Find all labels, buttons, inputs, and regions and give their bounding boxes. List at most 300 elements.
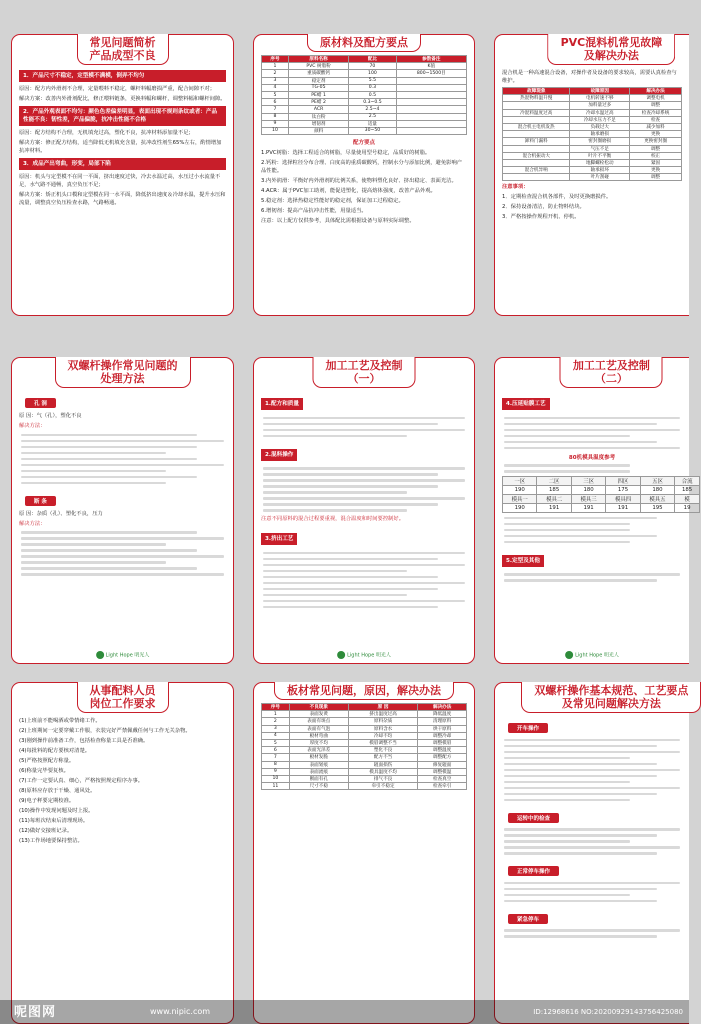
fix-text-1: 解决方案：改善内外滑剂配比，修正喂料链条，更换料幅和螺杆，调整料幅和螺杆间隙。 (19, 96, 226, 102)
text-line (263, 576, 438, 579)
table-cell: 混合机主电机发热 (503, 123, 570, 130)
text-line (504, 523, 630, 526)
text-line (504, 541, 630, 544)
panel-title-line1: 原材料及配方要点 (320, 36, 408, 49)
text-line (263, 435, 407, 438)
panel-mixer-faults (494, 34, 689, 316)
text-line (504, 517, 657, 520)
table-cell (503, 159, 570, 166)
table-cell (396, 106, 466, 113)
panel-title-line1: 加工工艺及控制 (572, 359, 650, 372)
section-heading: 3.挤出工艺 (261, 533, 297, 545)
table-row (262, 84, 467, 91)
text-line (504, 464, 630, 467)
table-cell: 100 (349, 70, 396, 77)
table-row (503, 495, 700, 504)
requirement-item: (5)严格按照配方称量。 (19, 758, 75, 764)
table-cell: 调整模唇 (418, 739, 467, 746)
text-line (504, 834, 657, 837)
text-line (504, 739, 680, 742)
fix-lines (19, 531, 226, 576)
formula-point: 1.PVC树脂：选择工程适合的树脂，尽量使用型号稳定，品质好的树脂。 (261, 150, 431, 157)
table-cell: 适量 (349, 120, 396, 127)
text-line (504, 900, 657, 903)
temperature-table-title: 80机模具温度参考 (568, 454, 616, 461)
text-line (263, 423, 438, 426)
watermark-bar (0, 1000, 689, 1024)
table-cell: 0.3~0.5 (349, 99, 396, 106)
table-cell: 紧固 (630, 159, 682, 166)
table-cell: PE蜡 1 (288, 91, 348, 98)
table-cell: 更换 (630, 167, 682, 174)
table-cell: 3 (262, 77, 289, 84)
table-header-cell: 原 因 (348, 704, 418, 711)
logo-text: Light Hope 明光人 (105, 652, 150, 659)
text-line (21, 476, 197, 479)
temperature-table (502, 476, 700, 513)
table-cell: 模具二 (537, 495, 571, 504)
panel-title (521, 682, 701, 713)
text-line (21, 482, 166, 485)
panel-title (560, 357, 663, 388)
text-line (263, 509, 407, 512)
table-cell (503, 145, 570, 152)
brand-logo (337, 651, 391, 659)
table-row (503, 145, 682, 152)
panel-title (307, 34, 421, 52)
table-cell: 模唇调整不当 (348, 739, 418, 746)
table-cell: 19 (675, 504, 700, 513)
table-header-row (262, 704, 467, 711)
table-row (503, 504, 700, 513)
table-cell: 混合机振动大 (503, 152, 570, 159)
table-row (503, 174, 682, 181)
table-cell: 表面有气泡 (289, 725, 348, 732)
text-line (263, 606, 438, 609)
table-cell: 8 (262, 761, 290, 768)
table-cell: K值 (396, 63, 466, 70)
text-line (21, 573, 224, 576)
table-cell: 四区 (606, 477, 640, 486)
text-line (504, 888, 657, 891)
text-line (504, 929, 680, 932)
table-cell: 辊面损伤 (348, 761, 418, 768)
text-line (21, 561, 166, 564)
text-line (263, 570, 407, 573)
table-cell: 800~1500目 (396, 70, 466, 77)
table-cell (503, 102, 570, 109)
table-cell: 3 (262, 725, 290, 732)
text-line (263, 600, 465, 603)
section-heading: 5.定型及其他 (502, 555, 544, 567)
section-pill-startup: 开车操作 (508, 723, 548, 733)
table-cell (396, 99, 466, 106)
table-cell: 电机转速不够 (570, 95, 630, 102)
table-cell (503, 131, 570, 138)
text-line (263, 485, 438, 488)
table-cell: 排气不良 (348, 775, 418, 782)
table-cell: 烘干原料 (418, 725, 467, 732)
table-cell: 卸料门漏料 (503, 138, 570, 145)
table-cell: 混合机异响 (503, 167, 570, 174)
text-line (263, 429, 465, 432)
table-cell: 冷却水温过高 (570, 109, 630, 116)
text-line (21, 555, 224, 558)
table-cell: ACR (288, 106, 348, 113)
panel-title-line2: 及解决办法 (583, 49, 639, 62)
section-heading-3: 3．成品产出弯曲，形变，局部下陷 (19, 158, 226, 170)
text-line (504, 787, 680, 790)
mixer-fault-table (502, 87, 682, 181)
panel-batching-staff (11, 682, 234, 1024)
panel-title-line2: 及常见问题解决方法 (561, 697, 661, 710)
table-cell: 表面流痕 (289, 768, 348, 775)
table-cell: 轴承损坏 (570, 167, 630, 174)
table-cell: 191 (606, 504, 640, 513)
table-cell: 配方不当 (348, 754, 418, 761)
table-cell: 三区 (571, 477, 605, 486)
formula-point: 3.内外润滑：平衡好内外滑剂的比例关系，使物料塑化良好、挤出稳定、表面光洁。 (261, 178, 457, 185)
table-row (262, 70, 467, 77)
leaf-icon (96, 651, 104, 659)
table-cell: 检查真空 (418, 775, 467, 782)
table-cell: 气压不足 (570, 145, 630, 152)
table-cell: 调整温度 (418, 747, 467, 754)
requirement-item: (4)每批料的配方要核对清楚。 (19, 748, 91, 754)
table-row (262, 120, 467, 127)
table-cell: 调整配方 (418, 754, 467, 761)
logo-text: Light Hope 明光人 (575, 652, 619, 659)
table-cell: 叶片不平衡 (570, 152, 630, 159)
requirement-item: (13)工作场地要保持整洁。 (19, 838, 83, 844)
table-header-cell: 不良现象 (289, 704, 348, 711)
table-cell: 稳定剂 (288, 77, 348, 84)
table-cell: 表面有斑点 (289, 718, 348, 725)
text-line (263, 564, 465, 567)
table-cell (396, 77, 466, 84)
table-cell: 检查 (630, 116, 682, 123)
table-header-row (262, 56, 467, 63)
cause-text-1: 原因：配方内外滑剂不合理，定量喂料不稳定，螺杆料幅磨损严重，配合间隙不对； (19, 86, 215, 92)
fix-lines (19, 434, 226, 485)
panel-twin-screw-problems (11, 357, 234, 664)
requirement-item: (1)上班前不能喝酒或带情绪工作。 (19, 718, 101, 724)
text-line (21, 452, 166, 455)
table-cell: 2.5 (349, 113, 396, 120)
text-line (21, 440, 224, 443)
panel-title-line2: 岗位工作要求 (89, 697, 156, 710)
table-cell: 5.5 (349, 77, 396, 84)
fix-label: 解决方法： (19, 423, 46, 429)
leaf-icon (565, 651, 573, 659)
table-row (262, 732, 467, 739)
text-line (21, 567, 197, 570)
table-cell: 降低温度 (418, 711, 467, 718)
table-cell: 挤出温度过高 (348, 711, 418, 718)
sheet-problem-table (261, 703, 467, 790)
table-cell (503, 116, 570, 123)
text-line (263, 479, 465, 482)
panel-title (548, 34, 676, 65)
text-line (504, 423, 657, 426)
table-header-row (503, 88, 682, 95)
text-line (21, 531, 197, 534)
table-cell (396, 127, 466, 134)
table-cell: 调整 (630, 102, 682, 109)
table-row (262, 739, 467, 746)
table-cell: 191 (571, 504, 605, 513)
table-cell: 表面划痕 (289, 761, 348, 768)
table-cell: 185 (675, 486, 700, 495)
table-header-cell: 解决办法 (630, 88, 682, 95)
requirement-item: (3)刚到操作前准备工作，包括检查称量工具是否准确。 (19, 738, 149, 744)
text-line (504, 852, 657, 855)
text-line (504, 579, 657, 582)
text-line (263, 588, 438, 591)
table-row (262, 775, 467, 782)
table-cell: 180 (571, 486, 605, 495)
table-cell: 180 (640, 486, 674, 495)
table-row (503, 167, 682, 174)
logo-text: Light Hope 明光人 (347, 652, 391, 659)
text-line (504, 769, 680, 772)
table-cell: 调整电机 (630, 95, 682, 102)
table-cell: 增韧剂 (288, 120, 348, 127)
table-header-cell: 故障原因 (570, 88, 630, 95)
table-cell: 30~50 (349, 127, 396, 134)
table-cell: 190 (503, 504, 537, 513)
table-cell: 2 (262, 70, 289, 77)
table-cell: PVC 树脂粉 (288, 63, 348, 70)
table-cell: 检查牵引 (418, 783, 467, 790)
table-cell: 更换 (630, 131, 682, 138)
table-cell: 2 (262, 718, 290, 725)
formula-note: 注意：以上配方仅供参考，具体配比需根据设备与原料实际调整。 (261, 218, 415, 225)
table-header-cell: 序号 (262, 704, 290, 711)
table-cell: 一区 (503, 477, 537, 486)
table-cell: 清理原料 (418, 718, 467, 725)
table-cell: 二区 (537, 477, 571, 486)
section-pill-normal-stop: 正常停车操作 (508, 866, 559, 876)
text-line (504, 894, 630, 897)
table-cell: 模具三 (571, 495, 605, 504)
table-cell (396, 84, 466, 91)
table-cell: 195 (640, 504, 674, 513)
watermark-url: www.nipic.com (150, 1007, 211, 1016)
text-line (21, 446, 197, 449)
text-line (263, 594, 407, 597)
table-cell: 175 (606, 486, 640, 495)
text-line (263, 558, 438, 561)
table-cell: 调整冷却 (418, 732, 467, 739)
table-cell: 5 (262, 739, 290, 746)
table-row (262, 99, 467, 106)
table-cell: 模具一 (503, 495, 537, 504)
panel-title-line1: 常见问题简析 (89, 36, 156, 49)
section-heading: 4.压延贴膜工艺 (502, 398, 550, 410)
table-cell (396, 120, 466, 127)
panel-title (55, 357, 191, 388)
text-line (263, 491, 407, 494)
table-cell: 模 (675, 495, 700, 504)
table-row (262, 711, 467, 718)
table-cell: 5 (262, 91, 289, 98)
panel-title (77, 682, 169, 713)
panel-sheet-problems (253, 682, 475, 1024)
formula-point: 6.增韧剂：提高产品抗冲击性能，用量适当。 (261, 208, 367, 215)
table-row (503, 152, 682, 159)
text-line (504, 799, 630, 802)
table-row (262, 91, 467, 98)
highlight-note: 注意不同原料的混合过程要重视，混合温度和时间要控制好。 (261, 516, 405, 522)
table-cell: 调整模温 (418, 768, 467, 775)
section-pill-holes: 孔 洞 (25, 398, 56, 408)
table-cell: 断面有孔 (289, 775, 348, 782)
table-cell: 190 (503, 486, 537, 495)
text-line (263, 582, 465, 585)
text-line (504, 447, 680, 450)
panel-title-line2: 处理方法 (100, 372, 145, 385)
text-line (504, 751, 680, 754)
text-line (504, 763, 657, 766)
table-header-cell: 解决办法 (418, 704, 467, 711)
panel-title (313, 357, 416, 388)
fix-text-3: 解决方案：矫正机头口模和定型模在同一水平面，降低挤出速度＆冷却水温，提升水压和流量，调整真空负压检查水路，气路畅通。 (19, 192, 226, 206)
table-row (262, 63, 467, 70)
text-line (504, 535, 657, 538)
table-cell: 6 (262, 99, 289, 106)
table-row (262, 127, 467, 134)
table-cell: 表面光泽差 (289, 747, 348, 754)
table-cell: 检查冷却系统 (630, 109, 682, 116)
table-cell: 合流 (675, 477, 700, 486)
panel-twin-screw-spec (494, 682, 689, 1024)
text-line (504, 529, 630, 532)
text-line (504, 435, 630, 438)
table-row (262, 768, 467, 775)
requirement-item: (6)称量完毕要复核。 (19, 768, 69, 774)
table-row (503, 131, 682, 138)
table-row (503, 123, 682, 130)
table-cell: 模具五 (640, 495, 674, 504)
text-line (263, 473, 438, 476)
table-cell: 板材弯曲 (289, 732, 348, 739)
table-cell: 1 (262, 711, 290, 718)
table-row (503, 102, 682, 109)
requirement-item: (8)原料应存放于干燥、通风处。 (19, 788, 96, 794)
table-cell: 70 (349, 63, 396, 70)
table-cell: 9 (262, 120, 289, 127)
table-row (503, 109, 682, 116)
table-cell: 原料含水 (348, 725, 418, 732)
section-pill-emergency-stop: 紧急停车 (508, 914, 548, 924)
panel-title-line1: 双螺杆操作基本规范、工艺要点 (534, 684, 689, 697)
table-cell: 原料杂质 (348, 718, 418, 725)
formula-points-heading: 配方要点 (352, 140, 375, 147)
panel-title-line1: 从事配料人员 (89, 684, 156, 697)
text-line (504, 573, 680, 576)
formula-point: 2.钙粉：选择粒径分布合理、白度高的重质碳酸钙，控制水分与添加比例，避免影响产品性能。 (261, 160, 463, 175)
table-cell: 塑化不良 (348, 747, 418, 754)
table-cell (396, 91, 466, 98)
table-header-cell: 原料名称 (288, 56, 348, 63)
text-line (504, 846, 680, 849)
table-cell: 冷混料温度过高 (503, 109, 570, 116)
table-cell: 模具四 (606, 495, 640, 504)
table-cell: 10 (262, 775, 290, 782)
table-cell: 9 (262, 768, 290, 775)
formula-table (261, 55, 467, 135)
table-cell: 4 (262, 732, 290, 739)
table-cell: 板材发脆 (289, 754, 348, 761)
table-cell: 负载过大 (570, 123, 630, 130)
table-cell: 7 (262, 754, 290, 761)
table-row (262, 113, 467, 120)
table-cell: 厚度不均 (289, 739, 348, 746)
text-line (263, 467, 465, 470)
table-cell: 6 (262, 747, 290, 754)
table-row (503, 477, 700, 486)
text-line (504, 775, 657, 778)
watermark-logo: 呢图网 (14, 1005, 57, 1020)
formula-point: 5.稳定剂：选择热稳定性能好的稳定剂，保证加工过程稳定。 (261, 198, 404, 205)
text-line (263, 417, 465, 420)
table-cell: 校正 (630, 152, 682, 159)
table-row (262, 754, 467, 761)
table-cell: 表面发黄 (289, 711, 348, 718)
table-cell: 加料量过多 (570, 102, 630, 109)
table-cell: 重质碳酸钙 (288, 70, 348, 77)
table-cell (396, 113, 466, 120)
text-line (263, 503, 438, 506)
table-row (262, 77, 467, 84)
table-cell: 轴承磨损 (570, 131, 630, 138)
text-line (504, 470, 630, 473)
table-row (262, 761, 467, 768)
table-cell: TG-05 (288, 84, 348, 91)
section-heading-2: 2．产品外观表面不均匀：颜色色差偏差明显，表面出现不规则条纹或者：产品性能不良：韧性差，产品偏脆，抗冲击性能不合格 (19, 106, 226, 126)
table-row (262, 106, 467, 113)
text-line (504, 781, 630, 784)
table-cell: 牵引不稳定 (348, 783, 418, 790)
section-pill-running-check: 运转中的检查 (508, 813, 559, 823)
table-cell: 叶片刮碰 (570, 174, 630, 181)
table-cell (503, 174, 570, 181)
table-cell: 冷却水压力不足 (570, 116, 630, 123)
text-line (504, 935, 657, 938)
table-row (503, 138, 682, 145)
table-cell: 191 (537, 504, 571, 513)
table-row (262, 783, 467, 790)
table-header-cell: 配比 (349, 56, 396, 63)
table-cell: 更换密封圈 (630, 138, 682, 145)
intro-text: 混合机是一种高速混合设备，对操作者及设备的要求较高，需要认真检查与维护。 (502, 70, 677, 84)
text-line (21, 458, 197, 461)
text-line (504, 882, 680, 885)
cause-text: 原 因：气（孔），塑化不良 (19, 413, 82, 419)
text-line (21, 543, 166, 546)
panel-title-line2: （二） (594, 372, 628, 385)
leaf-icon (337, 651, 345, 659)
cause-text: 原 因：杂质（孔）、塑化不良，压力 (19, 510, 103, 517)
table-cell: 1 (262, 63, 289, 70)
note-item: 3．严格按操作规程开机、停机。 (502, 214, 580, 221)
table-cell: 7 (262, 106, 289, 113)
table-cell: 模具温度不均 (348, 768, 418, 775)
table-cell: 0.3 (349, 84, 396, 91)
text-line (504, 828, 680, 831)
panel-title (274, 682, 454, 700)
